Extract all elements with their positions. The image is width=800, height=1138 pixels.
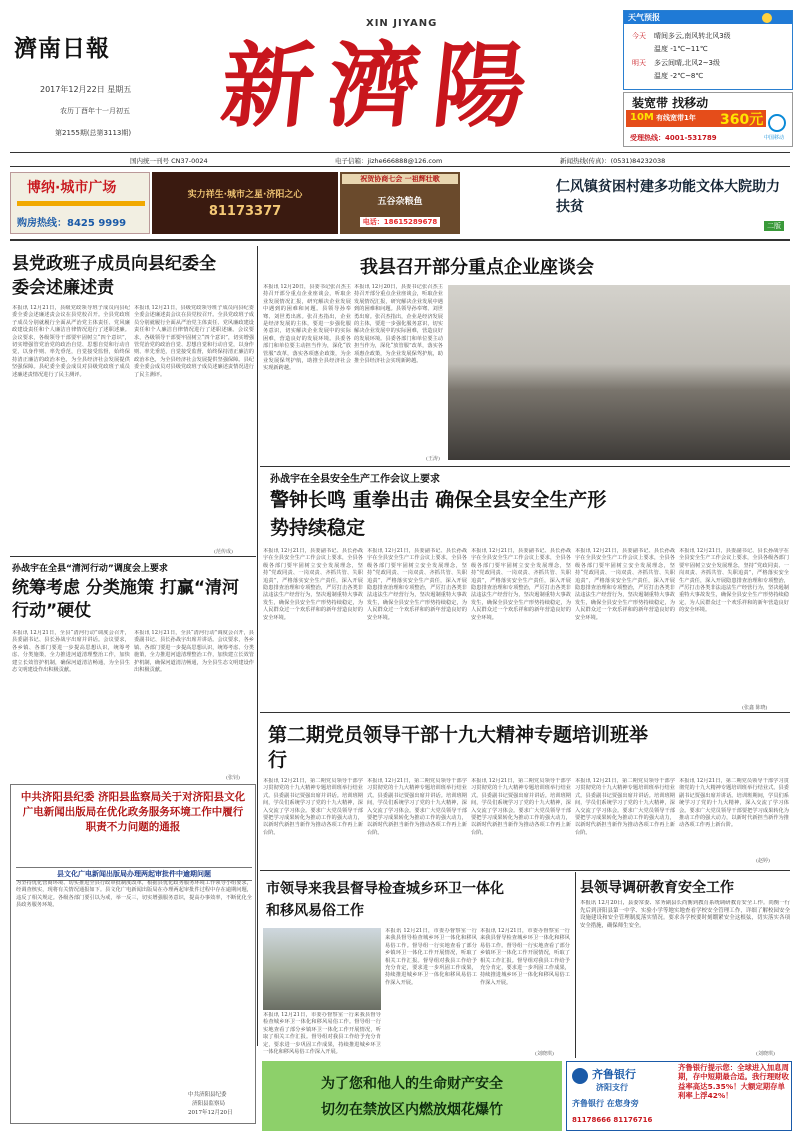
- a4-author: (张钊): [226, 775, 240, 781]
- a5-bottom-rule: [260, 870, 790, 871]
- paper-name: 濟南日報: [14, 35, 110, 62]
- a6-title: 中共济阳县纪委 济阳县监察局关于对济阳县文化广电新闻出版局在优化政务服务环境工作中履行职责不力问题的通报: [20, 791, 246, 833]
- bank-name: 齐鲁银行: [592, 1068, 636, 1081]
- realestate-ad: [152, 172, 338, 234]
- a3-body-2: 本报讯 12月21日，县委副书记、县长孙战宇在全县安全生产工作会议上要求，全县各级各部门要牢固树立安全发展理念，坚持“党政同责、一岗双责、齐抓共管、失职追责”，严格落实安全生产责任，深入开展隐患排查治理和专项整治，严厉打击各类非法违法生产经营行为，坚决遏制重特大事故发生，确保全县安全生产形势持续稳定，为人民群众过一个欢乐祥和的新年营造良好的安全环境。: [367, 548, 467, 621]
- bank-phone: 81178666 81176716: [572, 1116, 653, 1124]
- a7-photo: [263, 928, 381, 1010]
- masthead-lunar: 农历丁酉年十一月初五: [60, 107, 130, 115]
- weather-title: 天气预报: [628, 13, 660, 22]
- a6-subtitle: 县文化广电新闻出版局办理两起审批件中逾期问题: [16, 867, 252, 881]
- info-email: 电子信箱：jizhe666888@126.com: [335, 157, 443, 165]
- masthead-issue: 第2155期(总第3113期): [55, 129, 132, 137]
- a4-body-cont: 本报讯 12月21日，全县“清河行动”调度会召开，县委副书记、县长孙战宇出席并讲话。会议要求，各乡镇、各部门要进一步提高思想认识，统筹考虑、分类施策，全力推进河道清理整治工作，加快建立长效管护机制，确保河道清洁畅通，为全县生态文明建设作出积极贡献。: [134, 630, 254, 674]
- weather-tomorrow: 多云间晴,北风2~3级: [654, 59, 720, 67]
- fire-safety-line1: 为了您和他人的生命财产安全: [321, 1076, 503, 1092]
- a5-body-2: 本报讯 12月21日，第二期党员领导干部学习贯彻党的十九大精神专题培训班举行结业式。县委副书记贾强出席并讲话。培训班期间，学员们系统学习了党的十九大精神，深入交流了学习体会。要求广大党员领导干部要把学习成果转化为推动工作的强大动力，以新时代新担当新作为推动各项工作再上新台阶。: [367, 778, 467, 836]
- bank-branch: 济阳支行: [596, 1083, 628, 1092]
- teaser-headline: 仁风镇贫困村建多功能文体大院助力扶贫: [556, 179, 780, 215]
- mobile-ad-price: 360元: [720, 112, 764, 128]
- info-bar-bottom-rule: [10, 166, 790, 167]
- bocheng-ad-phone: 购房热线：8425 9999: [17, 218, 127, 229]
- a3-body-4: 本报讯 12月21日，县委副书记、县长孙战宇在全县安全生产工作会议上要求，全县各级各部门要牢固树立安全发展理念，坚持“党政同责、一岗双责、齐抓共管、失职追责”，严格落实安全生产责任，深入开展隐患排查治理和专项整治，严厉打击各类非法违法生产经营行为，坚决遏制重特大事故发生，确保全县安全生产形势持续稳定，为人民群众过一个欢乐祥和的新年营造良好的安全环境。: [575, 548, 675, 621]
- a4-kicker: 孙战宇在全县“清河行动”调度会上要求: [12, 564, 168, 574]
- a1-bottom-rule: [10, 556, 256, 557]
- teaser-edition: 二版: [764, 221, 784, 231]
- fire-safety-ad: [262, 1061, 562, 1131]
- masthead-title: 新濟陽: [216, 32, 546, 140]
- banner-ad-title: 祝贺协商七会 一祖辉壮歌: [342, 174, 458, 184]
- a3-bottom-rule: [260, 712, 790, 713]
- a7-author: (刘晓琪): [535, 1051, 554, 1057]
- a5-body-4: 本报讯 12月21日，第二期党员领导干部学习贯彻党的十九大精神专题培训班举行结业式。县委副书记贾强出席并讲话。培训班期间，学员们系统学习了党的十九大精神，深入交流了学习体会。要求广大党员领导干部要把学习成果转化为推动工作的强大动力，以新时代新担当新作为推动各项工作再上新台阶。: [575, 778, 675, 836]
- a1-body: 本报讯 12月21日，县级党政领导班子成员向县纪委全委会述廉述责会议在县党校召开。全县党政班子成员分别就履行全面从严治党主体责任、党风廉政建设责任和个人廉洁自律情况进行了述职述廉。会议要求，各级领导干部要牢固树立“四个意识”，切实增强管党治党的政治自觉、思想自觉和行动自觉，以身作则、率先垂范，自觉接受监督，始终保持清正廉洁的政治本色，为全县经济社会发展提供坚强保障。县纪委全委会成员对县级党政班子成员述廉述责情况进行了民主测评。: [12, 305, 130, 378]
- col3-vrule: [575, 872, 576, 1058]
- weather-tomorrow-label: 明天: [632, 59, 646, 67]
- a4-title: 统筹考虑 分类施策 打赢“清河行动”硬仗: [12, 578, 240, 621]
- banner-ad-phone: 电话：18615289678: [360, 217, 441, 227]
- sun-icon: [762, 13, 772, 23]
- a5-body-5: 本报讯 12月21日，第二期党员领导干部学习贯彻党的十九大精神专题培训班举行结业式。县委副书记贾强出席并讲话。培训班期间，学员们系统学习了党的十九大精神，深入交流了学习体会。要求广大党员领导干部要把学习成果转化为推动工作的强大动力，以新时代新担当新作为推动各项工作再上新台阶。: [679, 778, 789, 829]
- a2-author: (王涛): [426, 456, 440, 462]
- mobile-ad-hotline: 受理热线：4001-531789: [630, 134, 717, 142]
- bank-slogan: 齐鲁银行 在您身旁: [572, 1099, 639, 1108]
- a3-author: (张鑫 陈晓): [742, 705, 768, 711]
- a8-title: 县领导调研教育安全工作: [580, 880, 734, 896]
- weather-today: 晴间多云,南风转北风3级: [654, 32, 731, 40]
- weather-today-temp: 温度 -1℃~11℃: [654, 45, 708, 53]
- bocheng-ad-strip: [17, 201, 145, 206]
- a6-signature3: 2017年12月20日: [188, 1110, 233, 1116]
- a4-body: 本报讯 12月21日，全县“清河行动”调度会召开，县委副书记、县长孙战宇出席并讲话。会议要求，各乡镇、各部门要进一步提高思想认识，统筹考虑、分类施策，全力推进河道清理整治工作，加快建立长效管护机制，确保河道清洁畅通，为全县生态文明建设作出积极贡献。: [12, 630, 130, 674]
- a2-body: 本报讯 12月20日，县委书记张召杰主持召开部分重点企业座谈会，听取企业发展情况汇报，研究解决企业发展中遇到的困难和问题。县领导孙奉骞、刘世勇出席。张召杰指出，企业是经济发展的主体，要进一步强化服务意识，切实解决企业发展中的实际困难，营造良好的发展环境。县委各部门和单位要主动担当作为，深化“放管服”改革，落实各项惠企政策，为企业发展保驾护航，助推全县经济社会实现新跨越。: [263, 284, 351, 372]
- a7-body-3: 本报讯 12月21日，市委办督察室一行来我县督导检查城乡环卫一体化和移风易俗工作。督导组一行实地查看了部分乡镇环卫一体化工作开展情况，听取了相关工作汇报。督导组对我县工作给予充分肯定，要求进一步巩固工作成果，持续推进城乡环卫一体化和移风易俗工作深入开展。: [480, 928, 570, 986]
- weather-tomorrow-temp: 温度 -2℃~8℃: [654, 72, 704, 80]
- bank-logo-icon: [572, 1068, 588, 1084]
- a3-body-5: 本报讯 12月21日，县委副书记、县长孙战宇在全县安全生产工作会议上要求，全县各级各部门要牢固树立安全发展理念，坚持“党政同责、一岗双责、齐抓共管、失职追责”，严格落实安全生产责任，深入开展隐患排查治理和专项整治，严厉打击各类非法违法生产经营行为，坚决遏制重特大事故发生，确保全县安全生产形势持续稳定，为人民群众过一个欢乐祥和的新年营造良好的安全环境。: [679, 548, 789, 614]
- a2-body-cont: 本报讯 12月20日，县委书记张召杰主持召开部分重点企业座谈会，听取企业发展情况汇报，研究解决企业发展中遇到的困难和问题。县领导孙奉骞、刘世勇出席。张召杰指出，企业是经济发展的主体，要进一步强化服务意识，切实解决企业发展中的实际困难，营造良好的发展环境。县委各部门和单位要主动担当作为，深化“放管服”改革，落实各项惠企政策，为企业发展保驾护航，助推全县经济社会实现新跨越。: [354, 284, 443, 365]
- a6-signature2: 济阳县监察局: [192, 1101, 226, 1107]
- mobile-ad-line2: 有线宽带1年: [656, 114, 696, 122]
- info-bar-top-rule: [10, 152, 790, 153]
- a3-title: 警钟长鸣 重拳出击 确保全县安全生产形势持续稳定: [270, 489, 607, 539]
- a2-bottom-rule: [260, 466, 790, 467]
- a8-body: 本报讯 12月20日，县委常委、常务副县长尚衡到教育系统调研教育安全工作。尚衡一行先后到济阳县第一中学、实验小学等地实地查看学校安全管理工作，详细了解校园安全设施建设和安全管理制度落实情况。要求各学校要时刻绷紧安全这根弦，切实落实各项安全措施，确保师生安全。: [580, 900, 790, 929]
- a7-title: 市领导来我县督导检查城乡环卫一体化和移风易俗工作: [266, 881, 504, 919]
- mobile-ad-line1: 装宽带 找移动: [632, 96, 709, 110]
- a8-author: (刘晓琪): [756, 1051, 775, 1057]
- info-cn: 国内统一刊号 CN37-0024: [130, 157, 208, 165]
- a5-body-3: 本报讯 12月21日，第二期党员领导干部学习贯彻党的十九大精神专题培训班举行结业式。县委副书记贾强出席并讲话。培训班期间，学员们系统学习了党的十九大精神，深入交流了学习体会。要求广大党员领导干部要把学习成果转化为推动工作的强大动力，以新时代新担当新作为推动各项工作再上新台阶。: [471, 778, 571, 836]
- mobile-ad-speed: 10M: [630, 112, 654, 123]
- a1-body-cont: 本报讯 12月21日，县级党政领导班子成员向县纪委全委会述廉述责会议在县党校召开。全县党政班子成员分别就履行全面从严治党主体责任、党风廉政建设责任和个人廉洁自律情况进行了述职述廉。会议要求，各级领导干部要牢固树立“四个意识”，切实增强管党治党的政治自觉、思想自觉和行动自觉，以身作则、率先垂范，自觉接受监督，始终保持清正廉洁的政治本色，为全县经济社会发展提供坚强保障。县纪委全委会成员对县级党政班子成员述廉述责情况进行了民主测评。: [134, 305, 254, 378]
- a3-kicker: 孙战宇在全县安全生产工作会议上要求: [270, 474, 440, 485]
- a3-body: 本报讯 12月21日，县委副书记、县长孙战宇在全县安全生产工作会议上要求，全县各级各部门要牢固树立安全发展理念，坚持“党政同责、一岗双责、齐抓共管、失职追责”，严格落实安全生产责任，深入开展隐患排查治理和专项整治，严厉打击各类非法违法生产经营行为，坚决遏制重特大事故发生，确保全县安全生产形势持续稳定，为人民群众过一个欢乐祥和的新年营造良好的安全环境。: [263, 548, 363, 621]
- a7-body: 本报讯 12月21日，市委办督察室一行来我县督导检查城乡环卫一体化和移风易俗工作。督导组一行实地查看了部分乡镇环卫一体化工作开展情况，听取了相关工作汇报。督导组对我县工作给予充分肯定，要求进一步巩固工作成果，持续推进城乡环卫一体化和移风易俗工作深入开展。: [263, 1012, 381, 1056]
- a2-photo: [448, 285, 790, 460]
- info-hotline: 新闻热线(传真)：(0531)84232038: [560, 157, 666, 165]
- a6-signature1: 中共济阳县纪委: [188, 1092, 227, 1098]
- banner-ad-sub: 五谷杂粮鱼: [377, 197, 423, 207]
- masthead-pinyin: XIN JIYANG: [366, 18, 438, 29]
- a3-body-3: 本报讯 12月21日，县委副书记、县长孙战宇在全县安全生产工作会议上要求，全县各级各部门要牢固树立安全发展理念，坚持“党政同责、一岗双责、齐抓共管、失职追责”，严格落实安全生产责任，深入开展隐患排查治理和专项整治，严厉打击各类非法违法生产经营行为，坚决遏制重特大事故发生，确保全县安全生产形势持续稳定，为人民群众过一个欢乐祥和的新年营造良好的安全环境。: [471, 548, 571, 621]
- bocheng-ad-title: 博纳·城市广场: [27, 180, 117, 196]
- masthead-date: 2017年12月22日 星期五: [40, 85, 132, 94]
- bank-promo: 齐鲁银行提示您：全球进入加息周期，存中短期最合适。我行理财收益率高达5.35%！大额定期存单利率上浮42%！: [678, 1063, 789, 1101]
- banner-ad: [340, 172, 460, 234]
- weather-today-label: 今天: [632, 32, 646, 40]
- a5-title: 第二期党员领导干部十九大精神专题培训班举行: [268, 724, 649, 771]
- mobile-logo-icon: [768, 114, 786, 132]
- a6-body: 为坚持优化营商环境、切实推进全县行政审批制度改革，根据县优化政务服务环境工作领导小组要求，经调查核实，现将有关情况通报如下。县文化广电新闻出版局在办理两起审批件过程中存在逾期问题，违反了相关规定。各级各部门要引以为戒，举一反三，切实增强服务意识，提高办事效率，不断优化全县政务服务环境。: [16, 880, 252, 909]
- col1-vrule: [257, 246, 258, 1046]
- fire-safety-line2: 切勿在禁放区内燃放烟花爆竹: [321, 1102, 503, 1118]
- ad-row-bottom-rule: [10, 239, 790, 241]
- a2-title: 我县召开部分重点企业座谈会: [360, 257, 594, 278]
- a5-body: 本报讯 12月21日，第二期党员领导干部学习贯彻党的十九大精神专题培训班举行结业式。县委副书记贾强出席并讲话。培训班期间，学员们系统学习了党的十九大精神，深入交流了学习体会。要求广大党员领导干部要把学习成果转化为推动工作的强大动力，以新时代新担当新作为推动各项工作再上新台阶。: [263, 778, 363, 836]
- realestate-ad-slogan: 实力祥生·城市之星·济阳之心: [187, 190, 303, 200]
- mobile-ad-brand: 中国移动: [764, 135, 785, 141]
- a5-author: (赵婷): [756, 858, 770, 864]
- a1-author: (范传成): [214, 549, 233, 555]
- a7-body-2: 本报讯 12月21日，市委办督察室一行来我县督导检查城乡环卫一体化和移风易俗工作。督导组一行实地查看了部分乡镇环卫一体化工作开展情况，听取了相关工作汇报。督导组对我县工作给予充分肯定，要求进一步巩固工作成果，持续推进城乡环卫一体化和移风易俗工作深入开展。: [385, 928, 477, 986]
- a1-title: 县党政班子成员向县纪委全委会述廉述责: [12, 254, 216, 298]
- realestate-ad-phone: 81173377: [208, 204, 282, 219]
- bocheng-ad: [10, 172, 150, 234]
